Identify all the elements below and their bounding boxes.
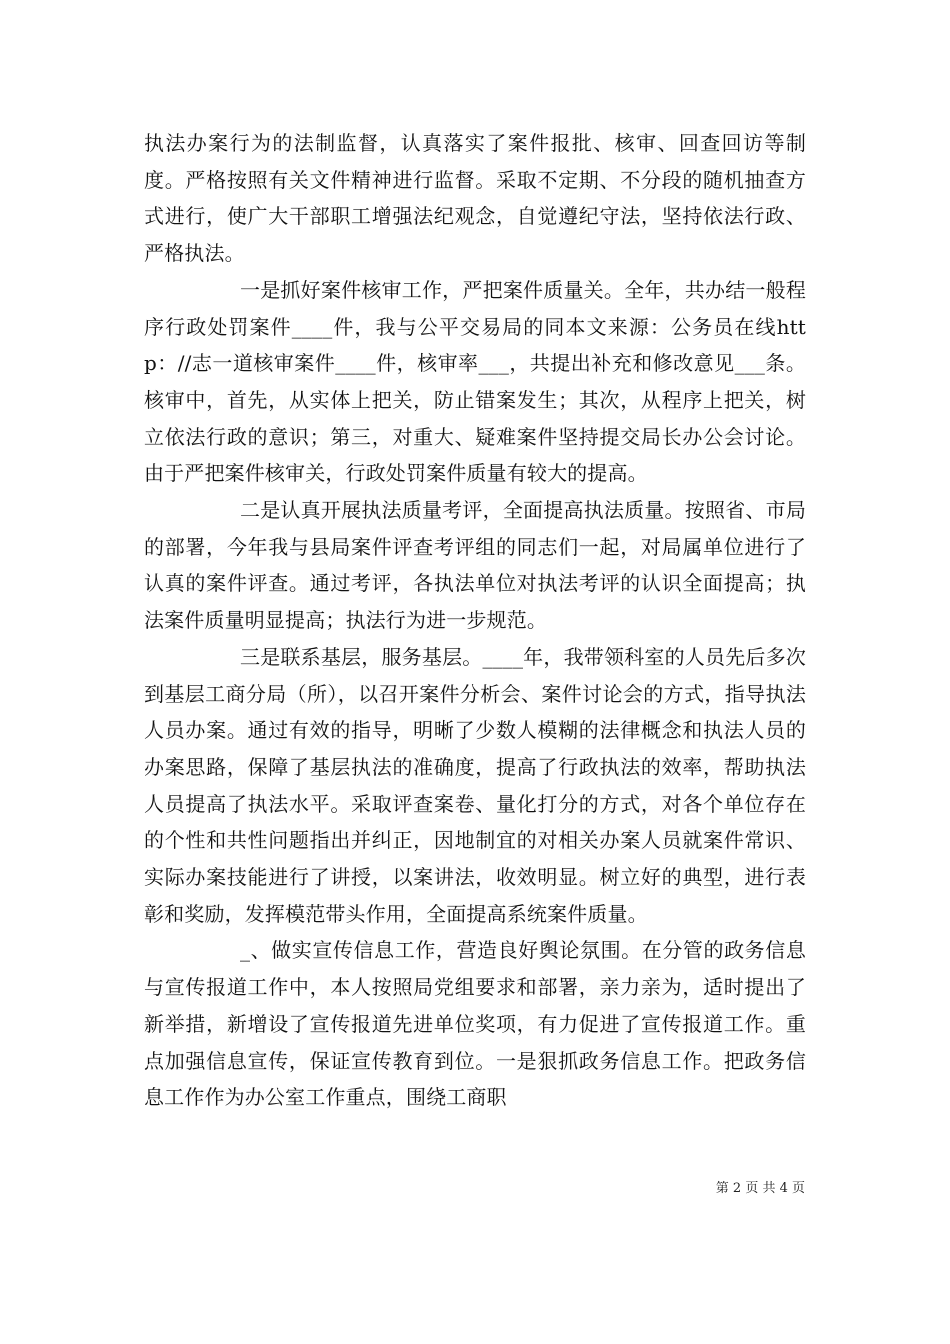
paragraph-quality-evaluation: 二是认真开展执法质量考评，全面提高执法质量。按照省、市局的部署，今年我与县局案件评查考评组的同志们一起，对局属单位进行了认真的案件评查。通过考评，各执法单位对执法考评的认识全面提高；执法案件质量明显提高；执法行为进一步规范。 [144,498,806,633]
paragraph-publicity-information: _、做实宣传信息工作，营造良好舆论氛围。在分管的政务信息与宣传报道工作中，本人按照局党组要求和部署，亲力亲为，适时提出了新举措，新增设了宣传报道先进单位奖项，有力促进了宣传报道工作。重点加强信息宣传，保证宣传教育到位。一是狠抓政务信息工作。把政务信息工作作为办公室工作重点，围绕工商职 [144,938,806,1110]
paragraph-grassroots-service: 三是联系基层，服务基层。____年，我带领科室的人员先后多次到基层工商分局（所），以召开案件分析会、案件讨论会的方式，指导执法人员办案。通过有效的指导，明晰了少数人模糊的法律概念和执法人员的办案思路，保障了基层执法的准确度，提高了行政执法的效率，帮助执法人员提高了执法水平。采取评查案卷、量化打分的方式，对各个单位存在的个性和共性问题指出并纠正，因地制宜的对相关办案人员就案件常识、实际办案技能进行了讲授，以案讲法，收效明显。树立好的典型，进行表彰和奖励，发挥模范带头作用，全面提高系统案件质量。 [144,644,806,926]
paragraph-case-review: 一是抓好案件核审工作，严把案件质量关。全年，共办结一般程序行政处罚案件____件，我与公平交易局的同本文来源：公务员在线http：//志一道核审案件____件，核审率___，共提出补充和修改意见___条。核审中，首先，从实体上把关，防止错案发生；其次，从程序上把关，树立依法行政的意识；第三，对重大、疑难案件坚持提交局长办公会讨论。由于严把案件核审关，行政处罚案件质量有较大的提高。 [144,277,806,486]
page-number-footer: 第 2 页 共 4 页 [715,1181,805,1196]
paragraph-continuation: 执法办案行为的法制监督，认真落实了案件报批、核审、回查回访等制度。严格按照有关文件精神进行监督。采取不定期、不分段的随机抽查方式进行，使广大干部职工增强法纪观念，自觉遵纪守法，坚持依法行政、严格执法。 [144,131,806,266]
document-body [144,125,806,1116]
